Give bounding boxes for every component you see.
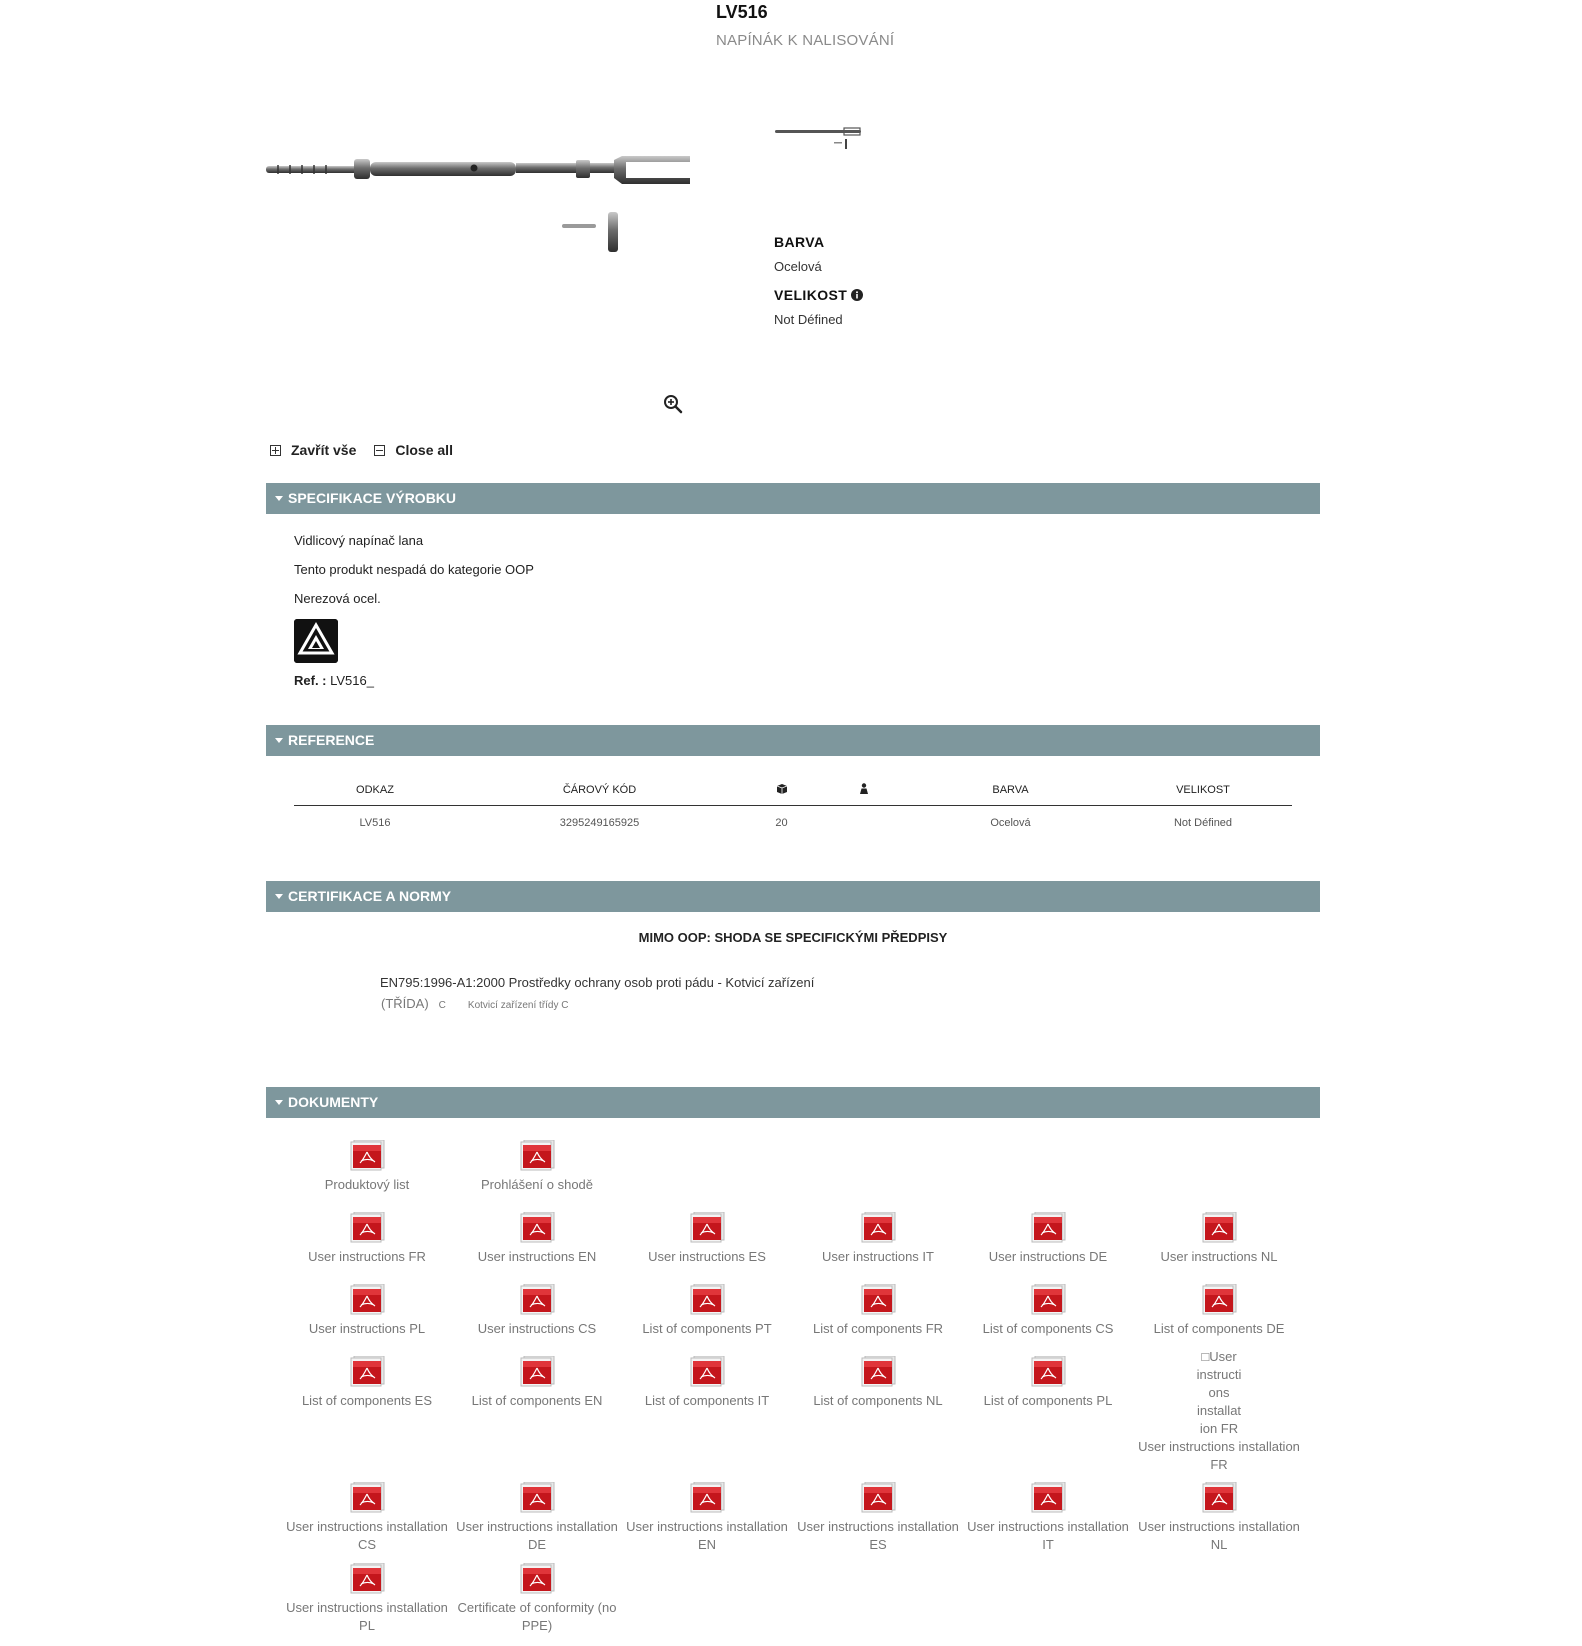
cell-barcode: 3295249165925	[559, 817, 640, 829]
document-link[interactable]	[963, 1356, 1133, 1410]
pdf-icon	[689, 1482, 725, 1514]
document-label: Certificate of conformity (no PPE)	[457, 1600, 617, 1633]
document-label: List of components PT	[642, 1321, 772, 1336]
pdf-icon	[689, 1212, 725, 1244]
cell-size: Not Défined	[1173, 817, 1233, 829]
document-label: User instructions installation DE	[456, 1519, 618, 1552]
document-label: User instructions installation PL	[286, 1600, 448, 1633]
document-label: List of components CS	[982, 1321, 1114, 1336]
document-link[interactable]	[1134, 1212, 1304, 1266]
document-link[interactable]	[622, 1482, 792, 1554]
document-label: User instructions NL	[1160, 1249, 1278, 1264]
col-header-barcode: ČÁROVÝ KÓD	[456, 775, 743, 806]
document-link[interactable]	[963, 1482, 1133, 1554]
pdf-icon	[349, 1284, 385, 1316]
document-link[interactable]	[622, 1284, 792, 1338]
cell-ref: LV516	[359, 817, 391, 829]
document-link[interactable]	[282, 1140, 452, 1194]
pdf-icon	[349, 1212, 385, 1244]
document-label: User instructions ES	[648, 1249, 766, 1264]
document-link[interactable]	[793, 1212, 963, 1266]
document-label: Prohlášení o shodě	[480, 1177, 594, 1192]
section-header-spec[interactable]: SPECIFIKACE VÝROBKU	[266, 483, 1320, 514]
pdf-icon	[1030, 1356, 1066, 1388]
spec-line-1: Vidlicový napínač lana	[294, 533, 424, 548]
certification-heading: MIMO OOP: SHODA SE SPECIFICKÝMI PŘEDPISY	[638, 930, 948, 945]
pdf-icon	[689, 1356, 725, 1388]
section-header-certification[interactable]: CERTIFIKACE A NORMY	[266, 881, 1320, 912]
document-label: User instructions CS	[477, 1321, 597, 1336]
pdf-icon	[519, 1482, 555, 1514]
document-label: List of components IT	[644, 1393, 770, 1408]
pdf-icon	[1030, 1284, 1066, 1316]
document-label: User instructions installation NL	[1138, 1519, 1300, 1552]
table-row	[294, 806, 1292, 841]
section-header-documents[interactable]: DOKUMENTY	[266, 1087, 1320, 1118]
document-link[interactable]	[282, 1356, 452, 1410]
size-value: Not Défined	[774, 312, 843, 327]
document-label: List of components EN	[471, 1393, 603, 1408]
broken-image-alt: □User instructi ons installat ion FR	[1196, 1349, 1242, 1436]
caret-down-icon	[275, 894, 283, 899]
document-link[interactable]	[793, 1356, 963, 1410]
pdf-icon	[349, 1140, 385, 1172]
spec-line-3: Nerezová ocel.	[294, 591, 381, 606]
box-icon	[776, 783, 788, 794]
info-icon[interactable]	[851, 289, 863, 301]
pdf-icon	[689, 1284, 725, 1316]
color-label: BARVA	[774, 234, 825, 250]
col-header-ref: ODKAZ	[294, 775, 456, 806]
document-link[interactable]	[963, 1212, 1133, 1266]
document-link[interactable]	[622, 1212, 792, 1266]
pdf-icon	[519, 1212, 555, 1244]
expand-collapse-controls	[270, 442, 453, 458]
pdf-icon	[860, 1284, 896, 1316]
size-label: VELIKOST	[774, 287, 848, 303]
pdf-icon	[1201, 1212, 1237, 1244]
document-label: User instructions installation ES	[797, 1519, 959, 1552]
pdf-icon	[519, 1284, 555, 1316]
cell-color: Ocelová	[990, 817, 1031, 829]
size-label-row	[774, 287, 863, 303]
document-label: User instructions IT	[822, 1249, 934, 1264]
caret-down-icon	[275, 738, 283, 743]
product-ref: Ref. : LV516_	[294, 673, 374, 688]
document-link[interactable]	[452, 1563, 622, 1635]
product-image[interactable]	[262, 148, 694, 266]
document-label: List of components NL	[813, 1393, 943, 1408]
standard-class: (TŘÍDA) C Kotvicí zařízení třídy C	[381, 996, 569, 1011]
document-link[interactable]	[1134, 1284, 1304, 1338]
document-link[interactable]	[452, 1356, 622, 1410]
reference-table	[294, 775, 1292, 840]
pdf-icon	[860, 1482, 896, 1514]
pdf-icon	[1030, 1482, 1066, 1514]
document-link[interactable]	[282, 1563, 452, 1635]
open-all-link[interactable]: Zavřít vše	[291, 442, 357, 458]
document-label: Produktový list	[324, 1177, 410, 1192]
spec-line-2: Tento produkt nespadá do kategorie OOP	[294, 562, 534, 577]
document-link[interactable]	[452, 1482, 622, 1554]
product-thumbnail[interactable]	[774, 126, 864, 156]
document-link[interactable]	[282, 1212, 452, 1266]
document-link[interactable]	[452, 1284, 622, 1338]
category-logo-icon	[294, 619, 338, 663]
document-label: List of components PL	[983, 1393, 1113, 1408]
document-link[interactable]	[1134, 1482, 1304, 1554]
pdf-icon	[349, 1482, 385, 1514]
document-label: List of components DE	[1153, 1321, 1285, 1336]
document-label: User instructions installation EN	[626, 1519, 788, 1552]
expand-icon[interactable]	[270, 445, 281, 456]
pdf-icon	[1201, 1284, 1237, 1316]
pdf-icon	[1030, 1212, 1066, 1244]
person-icon	[859, 783, 869, 794]
pdf-icon	[1201, 1482, 1237, 1514]
standard-line: EN795:1996-A1:2000 Prostředky ochrany osob proti pádu - Kotvicí zařízení	[380, 975, 815, 990]
document-link[interactable]	[793, 1284, 963, 1338]
section-header-reference[interactable]: REFERENCE	[266, 725, 1320, 756]
document-label: List of components ES	[301, 1393, 433, 1408]
col-header-color: BARVA	[907, 775, 1114, 806]
product-name: NAPÍNÁK K NALISOVÁNÍ	[716, 32, 895, 49]
color-value: Ocelová	[774, 259, 822, 274]
document-label: User instructions installation CS	[286, 1519, 448, 1552]
caret-down-icon	[275, 1100, 283, 1105]
col-header-box	[743, 775, 820, 806]
document-label: User instructions installation IT	[967, 1519, 1129, 1552]
document-link[interactable]	[1134, 1349, 1304, 1474]
pdf-icon	[519, 1356, 555, 1388]
pdf-icon	[349, 1356, 385, 1388]
pdf-icon	[519, 1563, 555, 1595]
document-label: User instructions installation FR	[1138, 1439, 1300, 1472]
pdf-icon	[860, 1356, 896, 1388]
pdf-icon	[519, 1140, 555, 1172]
document-label: List of components FR	[812, 1321, 944, 1336]
caret-down-icon	[275, 496, 283, 501]
document-label: User instructions FR	[308, 1249, 426, 1264]
document-link[interactable]	[282, 1482, 452, 1554]
document-label: User instructions DE	[988, 1249, 1108, 1264]
document-link[interactable]	[963, 1284, 1133, 1338]
close-all-link[interactable]: Close all	[395, 442, 453, 458]
pdf-icon	[860, 1212, 896, 1244]
col-header-size: VELIKOST	[1114, 775, 1292, 806]
document-link[interactable]	[793, 1482, 963, 1554]
pdf-icon	[349, 1563, 385, 1595]
cell-box-qty: 20	[775, 817, 788, 829]
document-link[interactable]	[452, 1212, 622, 1266]
collapse-icon[interactable]	[374, 445, 385, 456]
document-link[interactable]	[452, 1140, 622, 1194]
document-link[interactable]	[622, 1356, 792, 1410]
document-link[interactable]	[282, 1284, 452, 1338]
zoom-icon[interactable]	[663, 394, 683, 414]
col-header-person	[820, 775, 907, 806]
cell-person	[820, 806, 907, 841]
document-label: User instructions PL	[308, 1321, 426, 1336]
document-label: User instructions EN	[477, 1249, 597, 1264]
product-code: LV516	[716, 2, 768, 22]
